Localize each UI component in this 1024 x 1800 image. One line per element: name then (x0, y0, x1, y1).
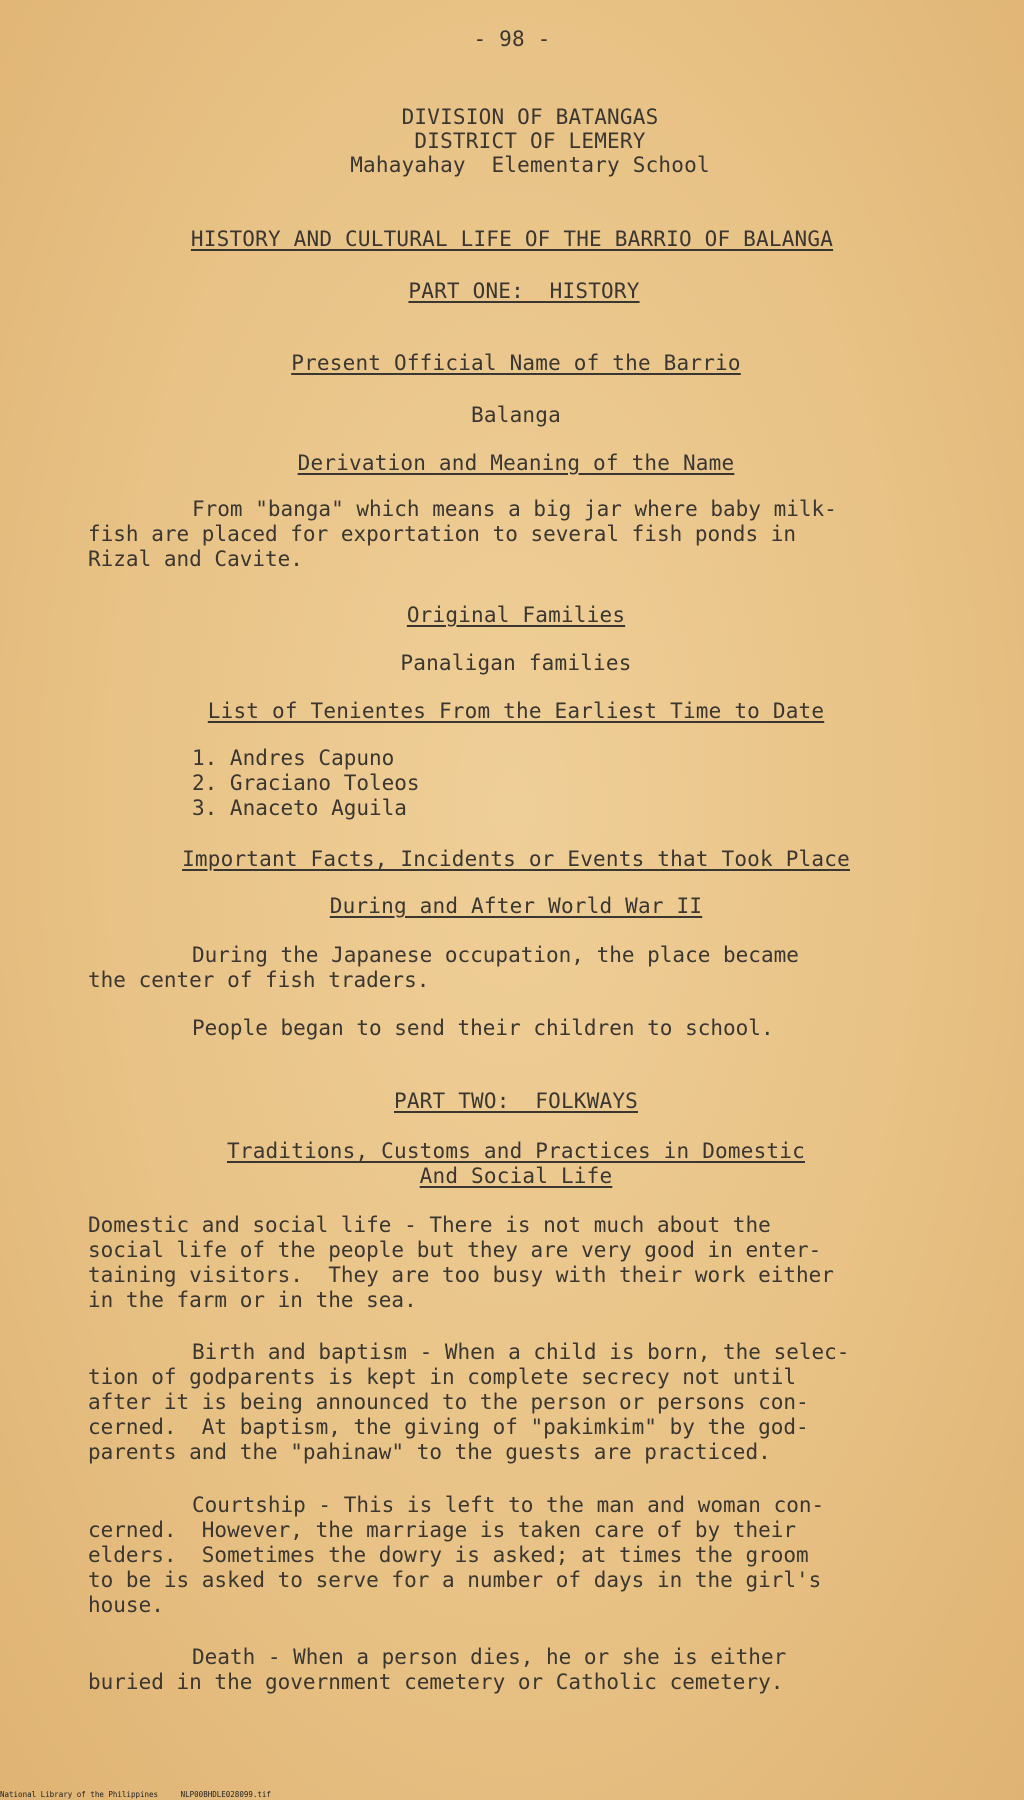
list-item: 1. Andres Capuno (192, 746, 395, 770)
traditions-heading-1: Traditions, Customs and Practices in Domestic (227, 1139, 805, 1163)
derivation-line-1: From "banga" which means a big jar where baby milk- (192, 497, 837, 521)
courtship-line-1: Courtship - This is left to the man and woman con- (192, 1493, 825, 1517)
page-number: - 98 - (473, 27, 551, 51)
list-item: 3. Anaceto Aguila (192, 796, 407, 820)
birth-line-2: tion of godparents is kept in complete secrecy not until (88, 1365, 797, 1389)
courtship-line-4: to be is asked to serve for a number of days in the girl's (88, 1568, 822, 1592)
facts-line-1: During the Japanese occupation, the place became (192, 943, 799, 967)
death-line-1: Death - When a person dies, he or she is either (192, 1645, 787, 1669)
school-heading: Mahayahay Elementary School (350, 153, 710, 177)
tenientes-heading: List of Tenientes From the Earliest Time to Date (207, 699, 825, 723)
derivation-line-2: fish are placed for exportation to several fish ponds in (88, 522, 797, 546)
domestic-line-1: Domestic and social life - There is not much about the (88, 1213, 771, 1237)
official-name-heading: Present Official Name of the Barrio (291, 351, 741, 375)
domestic-line-3: taining visitors. They are too busy with their work either (88, 1263, 834, 1287)
birth-line-3: after it is being announced to the person or persons con- (88, 1390, 809, 1414)
traditions-heading-2: And Social Life (419, 1164, 613, 1188)
document-title: HISTORY AND CULTURAL LIFE OF THE BARRIO OF BALANGA (190, 227, 834, 251)
facts-heading-1: Important Facts, Incidents or Events that Took Place (182, 847, 850, 871)
families-heading: Original Families (406, 603, 626, 627)
birth-line-5: parents and the "pahinaw" to the guests are practiced. (88, 1440, 771, 1464)
families-text: Panaligan families (400, 651, 632, 675)
school-line: People began to send their children to school. (192, 1016, 774, 1040)
district-heading: DISTRICT OF LEMERY (414, 129, 646, 153)
birth-line-1: Birth and baptism - When a child is born, the selec- (192, 1340, 850, 1364)
domestic-line-2: social life of the people but they are very good in enter- (88, 1238, 822, 1262)
domestic-line-4: in the farm or in the sea. (88, 1288, 417, 1312)
courtship-line-3: elders. Sometimes the dowry is asked; at times the groom (88, 1543, 809, 1567)
official-name: Balanga (471, 403, 561, 427)
derivation-heading: Derivation and Meaning of the Name (297, 451, 735, 475)
list-item: 2. Graciano Toleos (192, 771, 420, 795)
death-line-2: buried in the government cemetery or Catholic cemetery. (88, 1670, 784, 1694)
derivation-line-3: Rizal and Cavite. (88, 547, 303, 571)
facts-heading-2: During and After World War II (329, 894, 703, 918)
courtship-line-5: house. (88, 1593, 164, 1617)
tenientes-list (192, 746, 420, 821)
facts-line-2: the center of fish traders. (88, 968, 430, 992)
part-two-title: PART TWO: FOLKWAYS (393, 1089, 639, 1113)
birth-line-4: cerned. At baptism, the giving of "pakimkim" by the god- (88, 1415, 809, 1439)
part-one-title: PART ONE: HISTORY (408, 279, 640, 303)
courtship-line-2: cerned. However, the marriage is taken care of by their (88, 1518, 797, 1542)
archive-footer: National Library of the Philippines NLP00BHDLE028099.tif (0, 1790, 271, 1799)
division-heading: DIVISION OF BATANGAS (401, 105, 659, 129)
